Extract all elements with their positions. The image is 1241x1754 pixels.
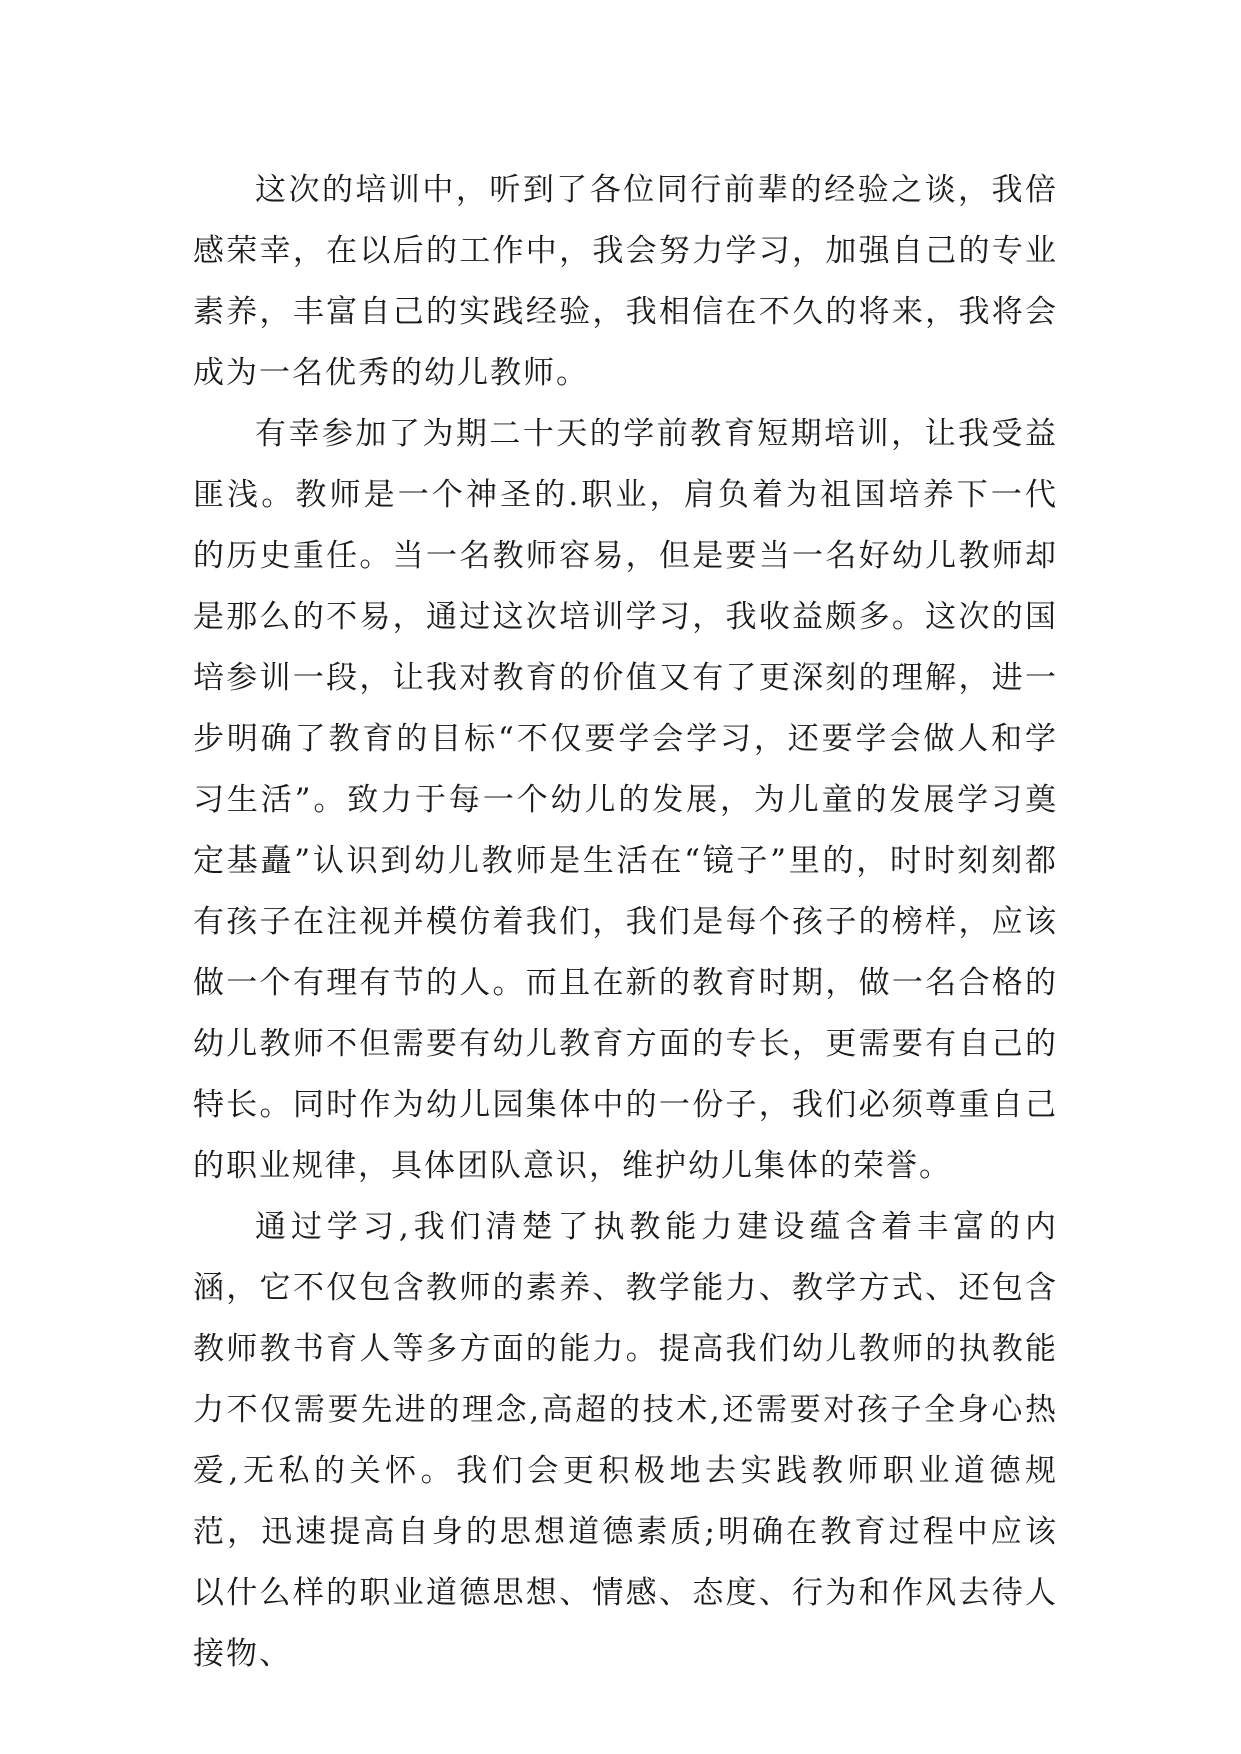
paragraph-3: 通过学习,我们清楚了执教能力建设蕴含着丰富的内涵，它不仅包含教师的素养、教学能力、教学方式、还包含教师教书育人等多方面的能力。提高我们幼儿教师的执教能力不仅需要先进的理念,高超的技术,还需要对孩子全身心热爱,无私的关怀。我们会更积极地去实践教师职业道德规范，迅速提高自身的思想道德素质;明确在教育过程中应该以什么样的职业道德思想、情感、态度、行为和作风去待人接物、 — [193, 1209, 1058, 1672]
paragraph-1: 这次的培训中，听到了各位同行前辈的经验之谈，我倍感荣幸，在以后的工作中，我会努力学习，加强自己的专业素养，丰富自己的实践经验，我相信在不久的将来，我将会成为一名优秀的幼儿教师。 — [193, 172, 1058, 391]
paragraph-2: 有幸参加了为期二十天的学前教育短期培训，让我受益匪浅。教师是一个神圣的.职业，肩负着为祖国培养下一代的历史重任。当一名教师容易，但是要当一名好幼儿教师却是那么的不易，通过这次培训学习，我收益颇多。这次的国培参训一段，让我对教育的价值又有了更深刻的理解，进一步明确了教育的目标“不仅要学会学习，还要学会做人和学习生活”。致力于每一个幼儿的发展，为儿童的发展学习奠定基矗”认识到幼儿教师是生活在“镜子”里的，时时刻刻都有孩子在注视并模仿着我们，我们是每个孩子的榜样，应该做一个有理有节的人。而且在新的教育时期，做一名合格的幼儿教师不但需要有幼儿教育方面的专长，更需要有自己的特长。同时作为幼儿园集体中的一份子，我们必须尊重自己的职业规律，具体团队意识，维护幼儿集体的荣誉。 — [193, 416, 1058, 1184]
document-body — [193, 160, 1058, 1685]
